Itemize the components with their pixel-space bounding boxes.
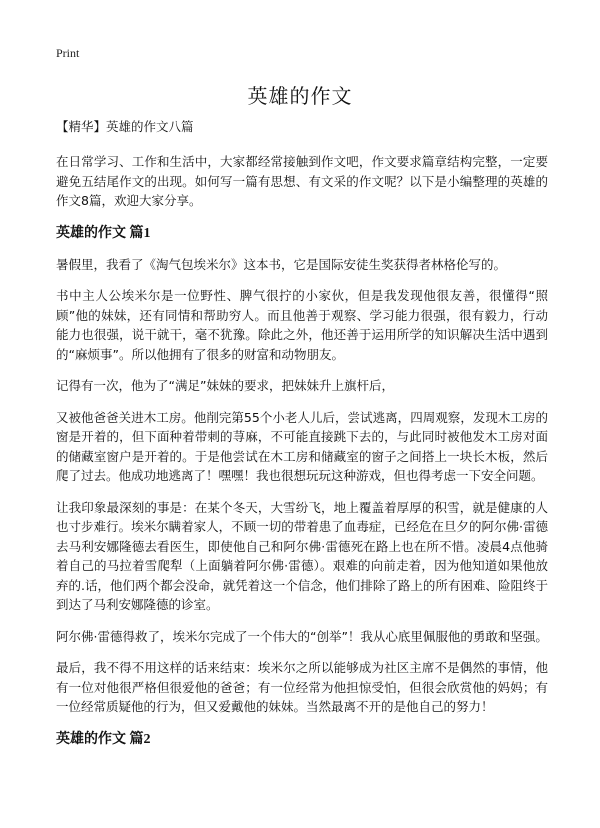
paragraph: 书中主人公埃米尔是一位野性、脾气很拧的小家伙，但是我发现他很友善，很懂得“照顾”他的妹妹，还有同情和帮助穷人。而且他善于观察、学习能力很强，很有毅力，行动能力也很强，说干就干，毫不犹豫。除此之外，他还善于运用所学的知识解决生活中遇到的“麻烦事”。所以他拥有了很多的财富和动物朋友。 xyxy=(56,288,548,362)
paragraph: 暑假里，我看了《淘气包埃米尔》这本书，它是国际安徒生奖获得者林格伦写的。 xyxy=(56,256,507,272)
paragraph: 记得有一次，他为了“满足”妹妹的要求，把妹妹升上旗杆后， xyxy=(56,378,394,393)
article-body xyxy=(56,118,548,761)
document-title: 英雄的作文 xyxy=(247,84,353,108)
paragraph: 让我印象最深刻的事是：在某个冬天，大雪纷飞，地上覆盖着厚厚的积雪，就是健康的人也寸步难行。埃米尔瞒着家人，不顾一切的带着患了血毒症，已经危在旦夕的阿尔佛·雷德去马利安娜隆德去看医生，即使他自己和阿尔佛·雷德死在路上也在所不惜。凌晨4点他骑着自己的马拉着雪爬犁（上面躺着阿尔佛·雷德）。艰难的向前走着，因为他知道如果他放弃的.话，他们两个都会没命，就凭着这一个信念，他们排除了路上的所有困难、险阻终于到达了马利安娜隆德的诊室。 xyxy=(56,499,548,612)
article-subtitle: 【精华】英雄的作文八篇 xyxy=(56,119,194,134)
section-heading-2: 英雄的作文 篇2 xyxy=(56,731,151,747)
section-heading-1: 英雄的作文 篇1 xyxy=(56,225,151,241)
paragraph: 阿尔佛·雷德得救了，埃米尔完成了一个伟大的“创举”！我从心底里佩服他的勇敢和坚强。 xyxy=(56,628,548,644)
intro-paragraph: 在日常学习、工作和生活中，大家都经常接触到作文吧，作文要求篇章结构完整，一定要避免五结尾作文的出现。如何写一篇有思想、有文采的作文呢？以下是小编整理的英雄的作文8篇，欢迎大家分享。 xyxy=(56,154,548,208)
paragraph: 又被他爸爸关进木工房。他削完第55个小老人儿后，尝试逃离，四周观察，发现木工房的窗是开着的，但下面种着带刺的荨麻，不可能直接跳下去的，与此同时被他发木工房对面的储藏室窗户是开着的。于是他尝试在木工房和储藏室的窗子之间搭上一块长木板，然后爬了过去。他成功地逃离了！嘿嘿！我也很想玩玩这种游戏，但也得考虑一下安全问题。 xyxy=(56,409,548,483)
print-link[interactable]: Print xyxy=(56,46,80,60)
paragraph: 最后，我不得不用这样的话来结束：埃米尔之所以能够成为社区主席不是偶然的事情，他有一位对他很严格但很爱他的爸爸；有一位经常为他担惊受怕，但很会欣赏他的妈妈；有一位经常质疑他的行为，但又爱戴他的妹妹。当然最离不开的是他自己的努力！ xyxy=(56,660,548,714)
